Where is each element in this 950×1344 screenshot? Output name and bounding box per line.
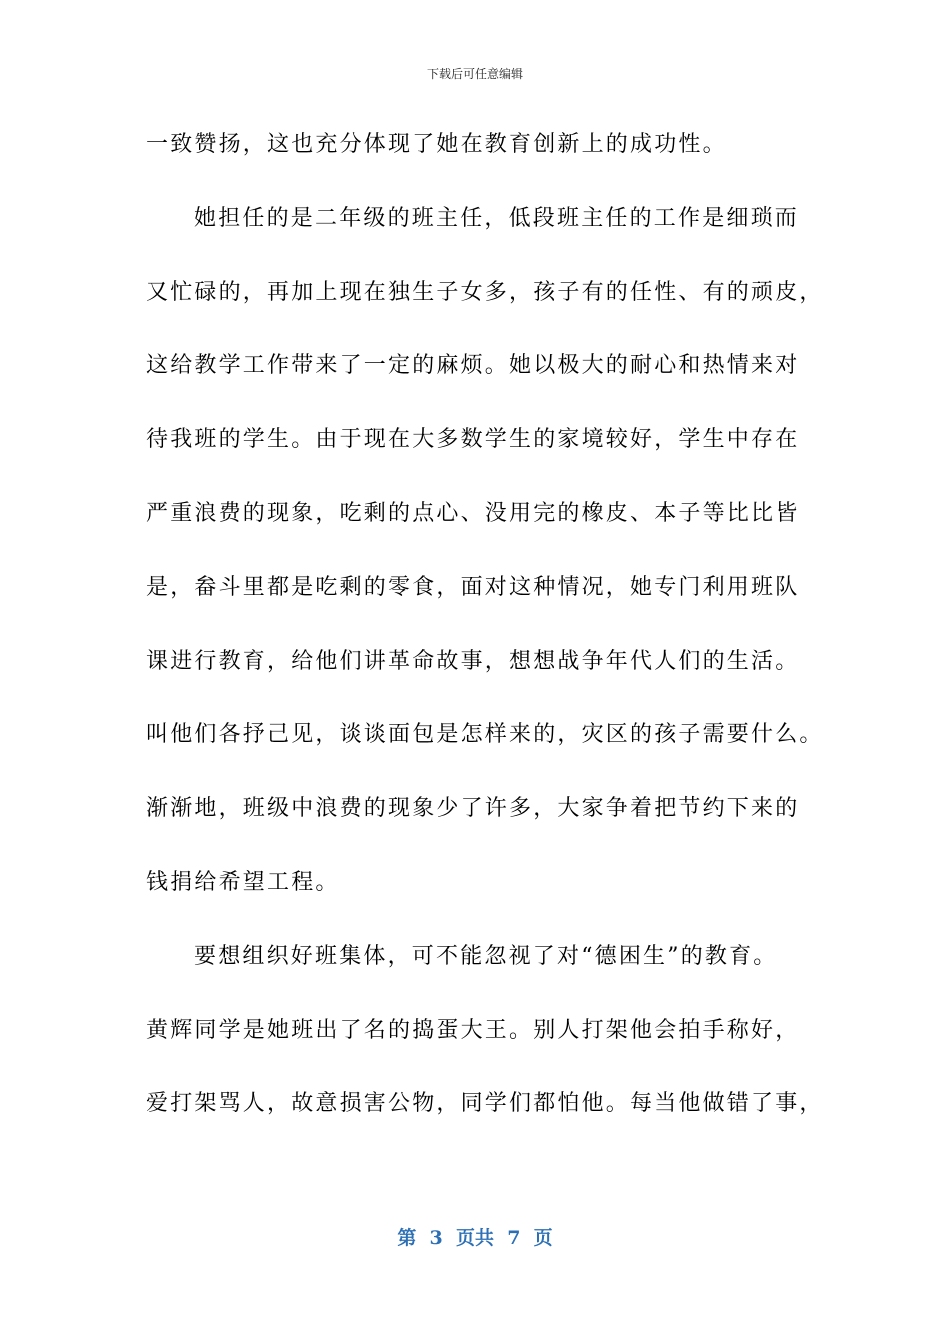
paragraph-first-line: 要想组织好班集体，可不能忽视了对“德困生”的教育。 bbox=[194, 943, 778, 969]
text-line: 严重浪费的现象，吃剩的点心、没用完的橡皮、本子等比比皆 bbox=[146, 500, 800, 526]
text-line: 课进行教育，给他们讲革命故事，想想战争年代人们的生活。 bbox=[146, 648, 800, 674]
text-line: 渐渐地，班级中浪费的现象少了许多，大家争着把节约下来的 bbox=[146, 796, 800, 822]
text-line: 待我班的学生。由于现在大多数学生的家境较好，学生中存在 bbox=[146, 427, 800, 453]
text-line: 这给教学工作带来了一定的麻烦。她以极大的耐心和热情来对 bbox=[146, 353, 800, 379]
text-line: 是，畚斗里都是吃剩的零食，面对这种情况，她专门利用班队 bbox=[146, 574, 800, 600]
text-line: 一致赞扬，这也充分体现了她在教育创新上的成功性。 bbox=[146, 132, 727, 157]
page-number-footer: 第 3 页共 7 页 bbox=[397, 1227, 553, 1249]
text-line: 钱捐给希望工程。 bbox=[146, 869, 340, 895]
text-line: 叫他们各抒己见，谈谈面包是怎样来的，灾区的孩子需要什么。 bbox=[146, 722, 824, 748]
paragraph-first-line: 她担任的是二年级的班主任，低段班主任的工作是细琐而 bbox=[194, 205, 800, 231]
text-line: 爱打架骂人，故意损害公物，同学们都怕他。每当他做错了事， bbox=[146, 1091, 824, 1117]
document-body bbox=[146, 120, 824, 1153]
text-line: 又忙碌的，再加上现在独生子女多，孩子有的任性、有的顽皮， bbox=[146, 279, 824, 305]
page-header-note: 下载后可任意编辑 bbox=[426, 67, 523, 81]
text-line: 黄辉同学是她班出了名的捣蛋大王。别人打架他会拍手称好， bbox=[146, 1017, 800, 1043]
